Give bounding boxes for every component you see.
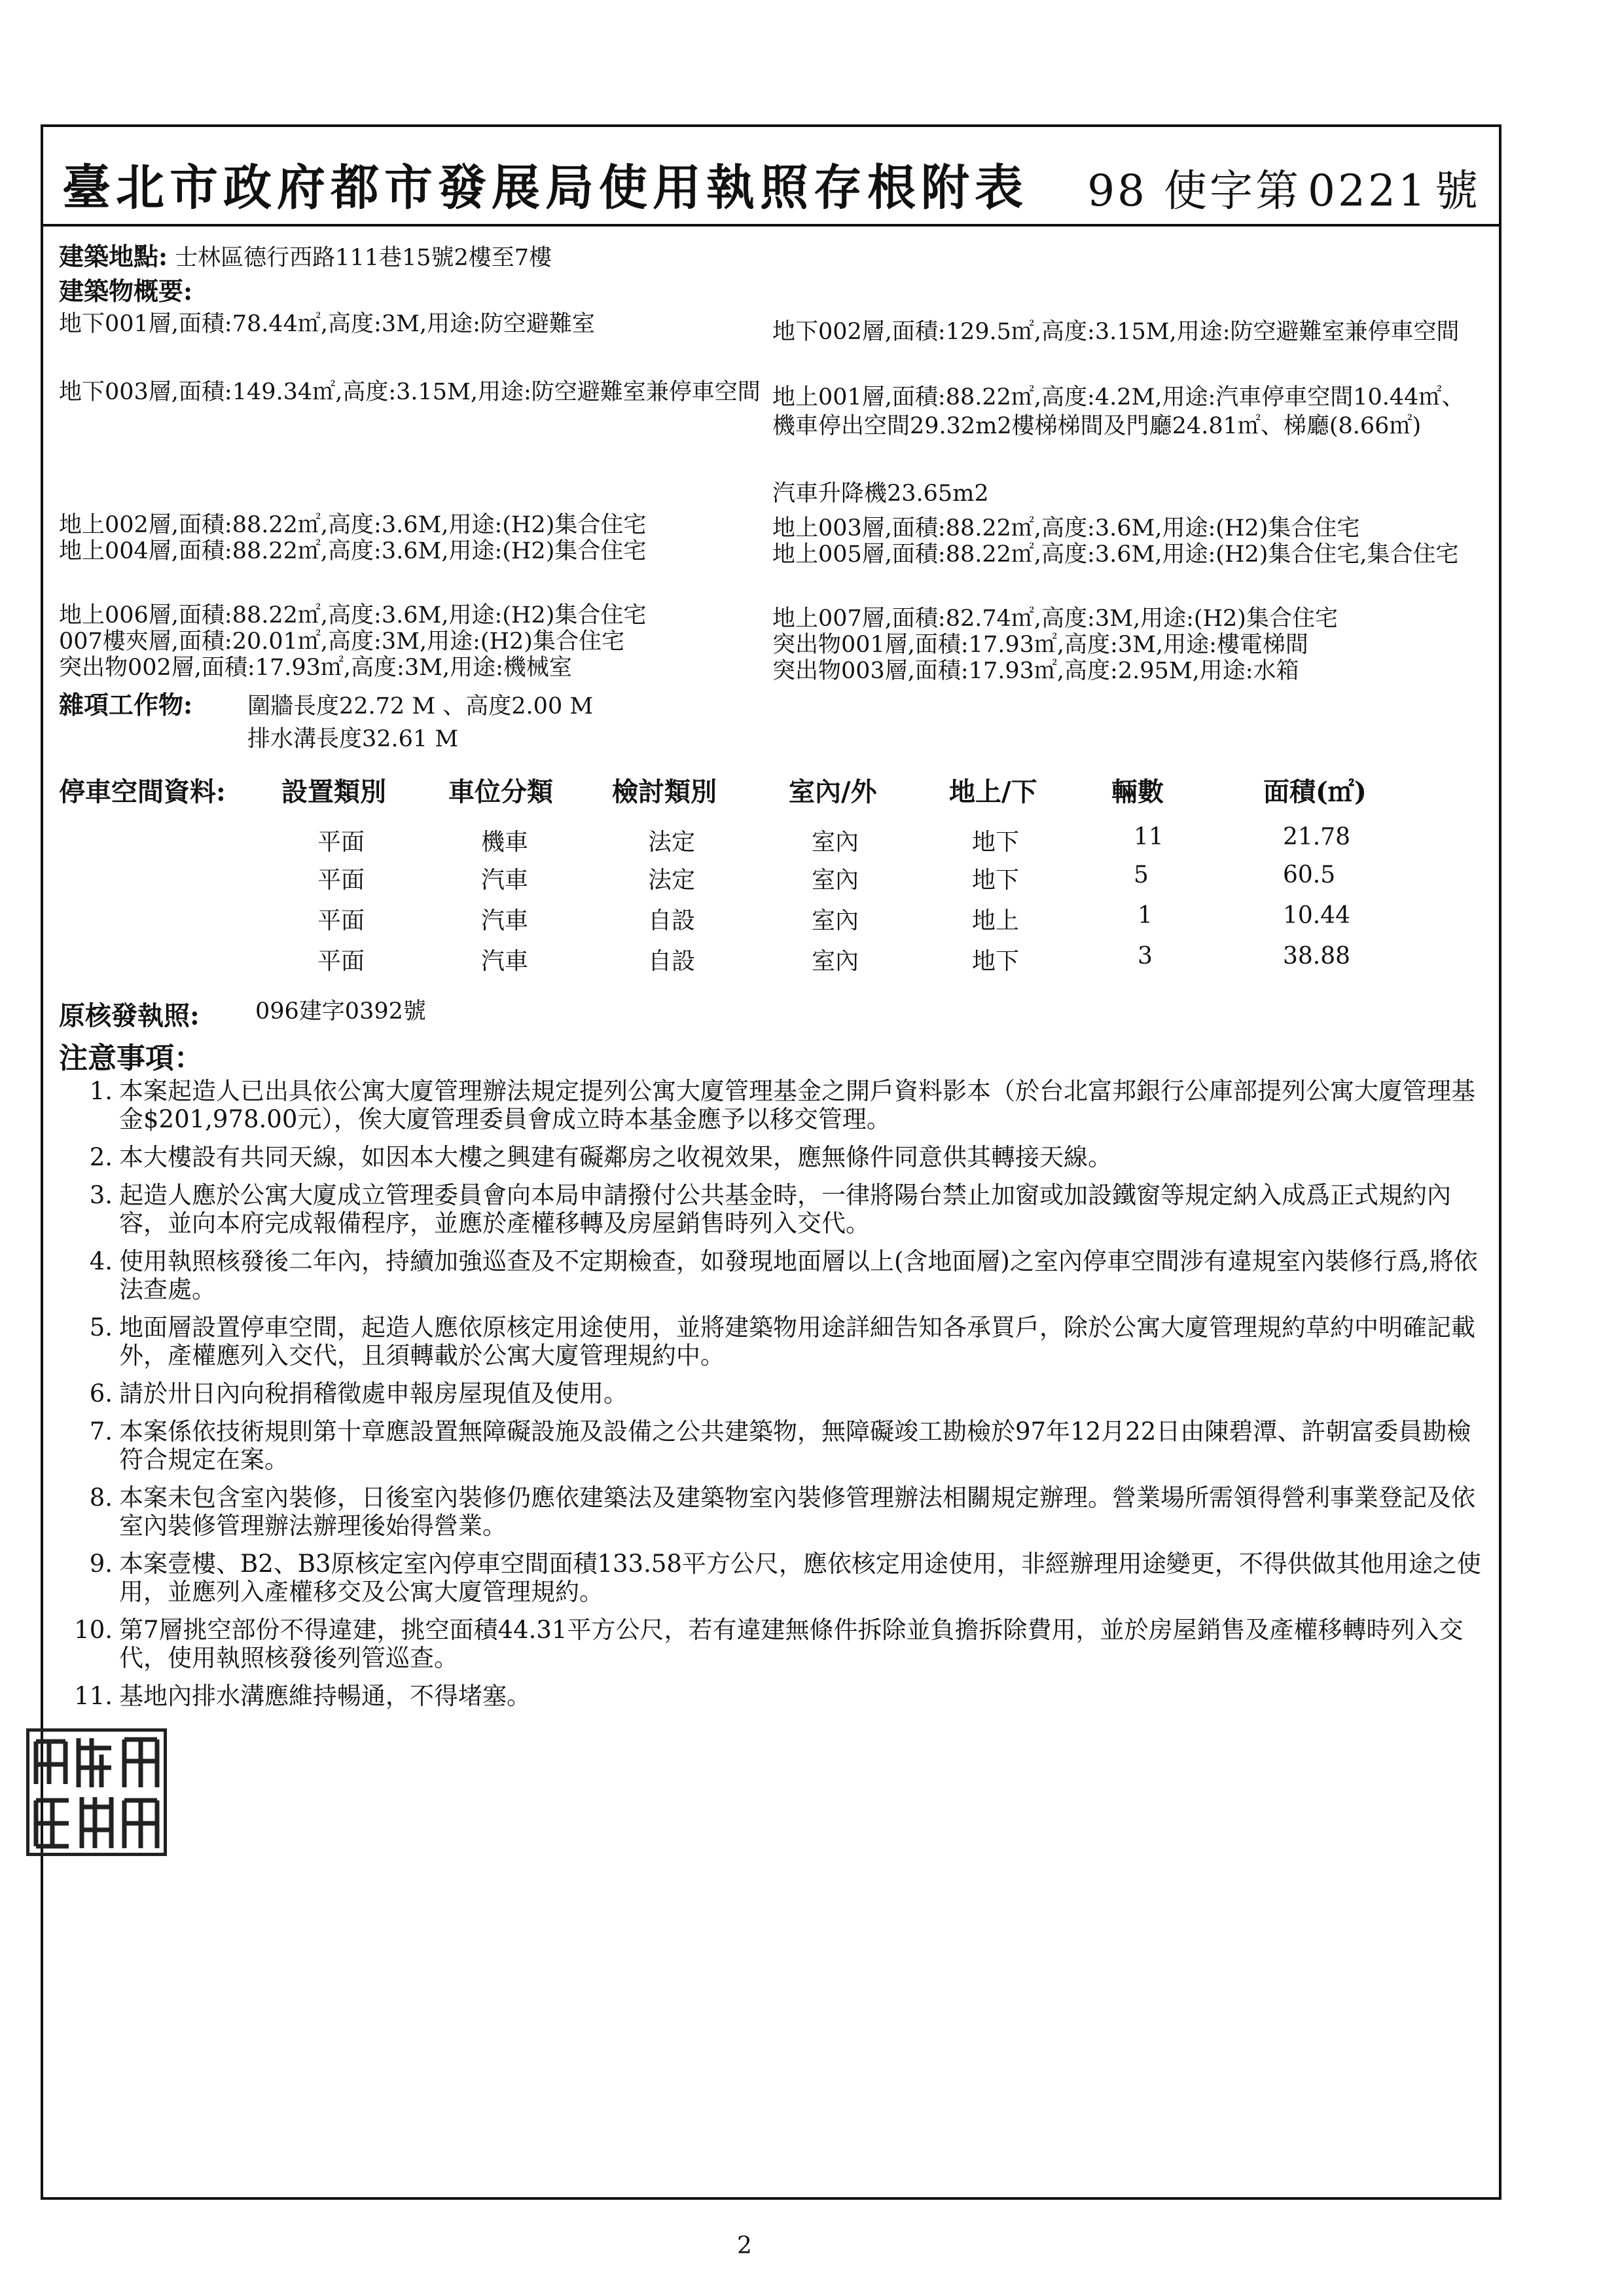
parking-cell: 平面 bbox=[317, 948, 365, 975]
parking-header-class: 車位分類 bbox=[448, 776, 553, 807]
parking-cell: 汽車 bbox=[481, 907, 529, 934]
parking-cell: 1 bbox=[1138, 902, 1153, 929]
parking-cell: 自設 bbox=[648, 948, 696, 975]
license-number-suffix: 號 bbox=[1435, 166, 1481, 216]
floor-left-4: 地上004層,面積:88.22㎡,高度:3.6M,用途:(H2)集合住宅 bbox=[59, 538, 647, 564]
parking-cell: 室內 bbox=[812, 948, 859, 975]
parking-cell: 機車 bbox=[481, 829, 529, 856]
note-item: 5. 地面層設置停車空間，起造人應依原核定用途使用，並將建築物用途詳細告知各承買戶，除於公寓大廈管理規約草約中明確記載外，產權應列入交代，且須轉載於公寓大廈管理規約中。 bbox=[89, 1313, 1475, 1370]
note-item: 10. 第7層挑空部份不得違建，挑空面積44.31平方公尺，若有違建無條件拆除並負擔拆除費用，並於房屋銷售及產權移轉時列入交代，使用執照核發後列管巡查。 bbox=[74, 1616, 1464, 1672]
parking-cell: 11 bbox=[1134, 824, 1164, 850]
floor-right-5: 地上005層,面積:88.22㎡,高度:3.6M,用途:(H2)集合住宅,集合住宅 bbox=[772, 541, 1459, 568]
parking-cell: 平面 bbox=[317, 829, 365, 856]
original-license-value: 096建字0392號 bbox=[255, 998, 426, 1025]
parking-cell: 21.78 bbox=[1283, 824, 1351, 850]
notes-list bbox=[72, 1077, 1486, 1720]
parking-cell: 10.44 bbox=[1283, 902, 1351, 929]
parking-cell: 60.5 bbox=[1283, 862, 1336, 888]
floor-right-6: 地上007層,面積:82.74㎡,高度:3M,用途:(H2)集合住宅 bbox=[772, 606, 1338, 632]
parking-cell: 3 bbox=[1138, 943, 1153, 970]
parking-cell: 地上 bbox=[972, 907, 1020, 934]
parking-cell: 法定 bbox=[648, 829, 696, 856]
note-item: 6. 請於卅日內向稅捐稽徵處申報房屋現值及使用。 bbox=[89, 1379, 628, 1408]
note-item: 11. 基地內排水溝應維持暢通，不得堵塞。 bbox=[74, 1682, 531, 1710]
notes-label: 注意事項： bbox=[59, 1042, 203, 1075]
note-item: 4. 使用執照核發後二年內，持續加強巡查及不定期檢查，如發現地面層以上(含地面層)之室內停車空間涉有違規室內裝修行爲,將依法查處。 bbox=[89, 1247, 1478, 1303]
note-item: 3. 起造人應於公寓大廈成立管理委員會向本局申請撥付公共基金時，一律將陽台禁止加窗或加設鐵窗等規定納入成爲正式規約內容，並向本府完成報備程序，並應於產權移轉及房屋銷售時列入交代。 bbox=[89, 1181, 1451, 1237]
parking-cell: 汽車 bbox=[481, 867, 529, 894]
note-item: 2. 本大樓設有共同天線，如因本大樓之興建有礙鄰房之收視效果，應無條件同意供其轉接天線。 bbox=[89, 1143, 1112, 1171]
floor-left-5: 地上006層,面積:88.22㎡,高度:3.6M,用途:(H2)集合住宅 bbox=[59, 602, 647, 629]
floor-right-8: 突出物003層,面積:17.93㎡,高度:2.95M,用途:水箱 bbox=[772, 658, 1299, 684]
note-item: 7. 本案係依技術規則第十章應設置無障礙設施及設備之公共建築物，無障礙竣工勘檢於97年12月22日由陳碧潭、許朝富委員勘檢符合規定在案。 bbox=[89, 1417, 1471, 1474]
parking-cell: 室內 bbox=[812, 867, 859, 894]
site-row bbox=[59, 242, 552, 272]
overview-label: 建築物概要: bbox=[59, 276, 193, 306]
parking-cell: 地下 bbox=[972, 829, 1020, 856]
parking-cell: 汽車 bbox=[481, 948, 529, 975]
parking-cell: 地下 bbox=[972, 948, 1020, 975]
parking-header-area: 面積(㎡) bbox=[1263, 776, 1367, 807]
license-number-prefix: 98 使字第 bbox=[1087, 166, 1302, 216]
floor-left-2: 地下003層,面積:149.34㎡,高度:3.15M,用途:防空避難室兼停車空間 bbox=[59, 379, 761, 405]
parking-cell: 5 bbox=[1134, 862, 1149, 888]
floor-left-6: 007樓夾層,面積:20.01㎡,高度:3M,用途:(H2)集合住宅 bbox=[59, 629, 624, 655]
floor-left-1: 地下001層,面積:78.44㎡,高度:3M,用途:防空避難室 bbox=[59, 311, 595, 337]
parking-cell: 地下 bbox=[972, 867, 1020, 894]
parking-label: 停車空間資料: bbox=[59, 776, 226, 807]
parking-cell: 室內 bbox=[812, 907, 859, 934]
floor-right-4: 地上003層,面積:88.22㎡,高度:3.6M,用途:(H2)集合住宅 bbox=[772, 515, 1360, 541]
floor-left-3: 地上002層,面積:88.22㎡,高度:3.6M,用途:(H2)集合住宅 bbox=[59, 512, 647, 538]
header-divider bbox=[41, 224, 1501, 227]
seal-glyph-icon bbox=[29, 1732, 164, 1853]
parking-cell: 平面 bbox=[317, 867, 365, 894]
note-item: 8. 本案未包含室內裝修，日後室內裝修仍應依建築法及建築物室內裝修管理辦法相關規定辦理。營業場所需領得營利事業登記及依室內裝修管理辦法辦理後始得營業。 bbox=[89, 1484, 1475, 1540]
parking-header-review: 檢討類別 bbox=[612, 776, 717, 807]
floor-right-2: 地上001層,面積:88.22㎡,高度:4.2M,用途:汽車停車空間10.44㎡、機車停出空間29.32m2樓梯梯間及門廳24.81㎡、梯廳(8.66㎡) bbox=[772, 384, 1465, 439]
parking-header-type: 設置類別 bbox=[281, 776, 386, 807]
misc-line-2: 排水溝長度32.61 M bbox=[247, 726, 459, 752]
parking-cell: 平面 bbox=[317, 907, 365, 934]
misc-line-1: 圍牆長度22.72 M 、高度2.00 M bbox=[247, 693, 594, 720]
floor-left-7: 突出物002層,面積:17.93㎡,高度:3M,用途:機械室 bbox=[59, 655, 572, 681]
page-number: 2 bbox=[737, 2232, 752, 2259]
official-seal-icon bbox=[26, 1728, 167, 1856]
parking-header-count: 輛數 bbox=[1111, 776, 1164, 807]
license-number bbox=[1081, 156, 1481, 218]
page-title: 臺北市政府都市發展局使用執照存根附表 bbox=[62, 160, 1028, 216]
misc-label: 雜項工作物: bbox=[59, 690, 193, 720]
note-item: 1. 本案起造人已出具依公寓大廈管理辦法規定提列公寓大廈管理基金之開戶資料影本（於台北富邦銀行公庫部提列公寓大廈管理基金$201,978.00元），俟大廈管理委員會成立時本基金應予以移交管理。 bbox=[89, 1077, 1475, 1133]
note-item: 9. 本案壹樓、B2、B3原核定室內停車空間面積133.58平方公尺，應依核定用途使用，非經辦理用途變更，不得供做其他用途之使用，並應列入產權移交及公寓大廈管理規約。 bbox=[89, 1550, 1481, 1606]
original-license-label: 原核發執照: bbox=[59, 1000, 200, 1031]
floor-right-3: 汽車升降機23.65m2 bbox=[772, 481, 989, 507]
parking-cell: 法定 bbox=[648, 867, 696, 894]
parking-cell: 38.88 bbox=[1283, 943, 1351, 970]
parking-header-level: 地上/下 bbox=[949, 776, 1037, 807]
license-number-value: 0221 bbox=[1308, 166, 1428, 216]
parking-cell: 自設 bbox=[648, 907, 696, 934]
site-label: 建築地點: bbox=[59, 242, 168, 271]
site-value: 士林區德行西路111巷15號2樓至7樓 bbox=[175, 245, 552, 271]
floor-right-7: 突出物001層,面積:17.93㎡,高度:3M,用途:樓電梯間 bbox=[772, 632, 1308, 658]
parking-cell: 室內 bbox=[812, 829, 859, 856]
parking-header-indoor: 室內/外 bbox=[789, 776, 877, 807]
floor-right-1: 地下002層,面積:129.5㎡,高度:3.15M,用途:防空避難室兼停車空間 bbox=[772, 319, 1460, 345]
